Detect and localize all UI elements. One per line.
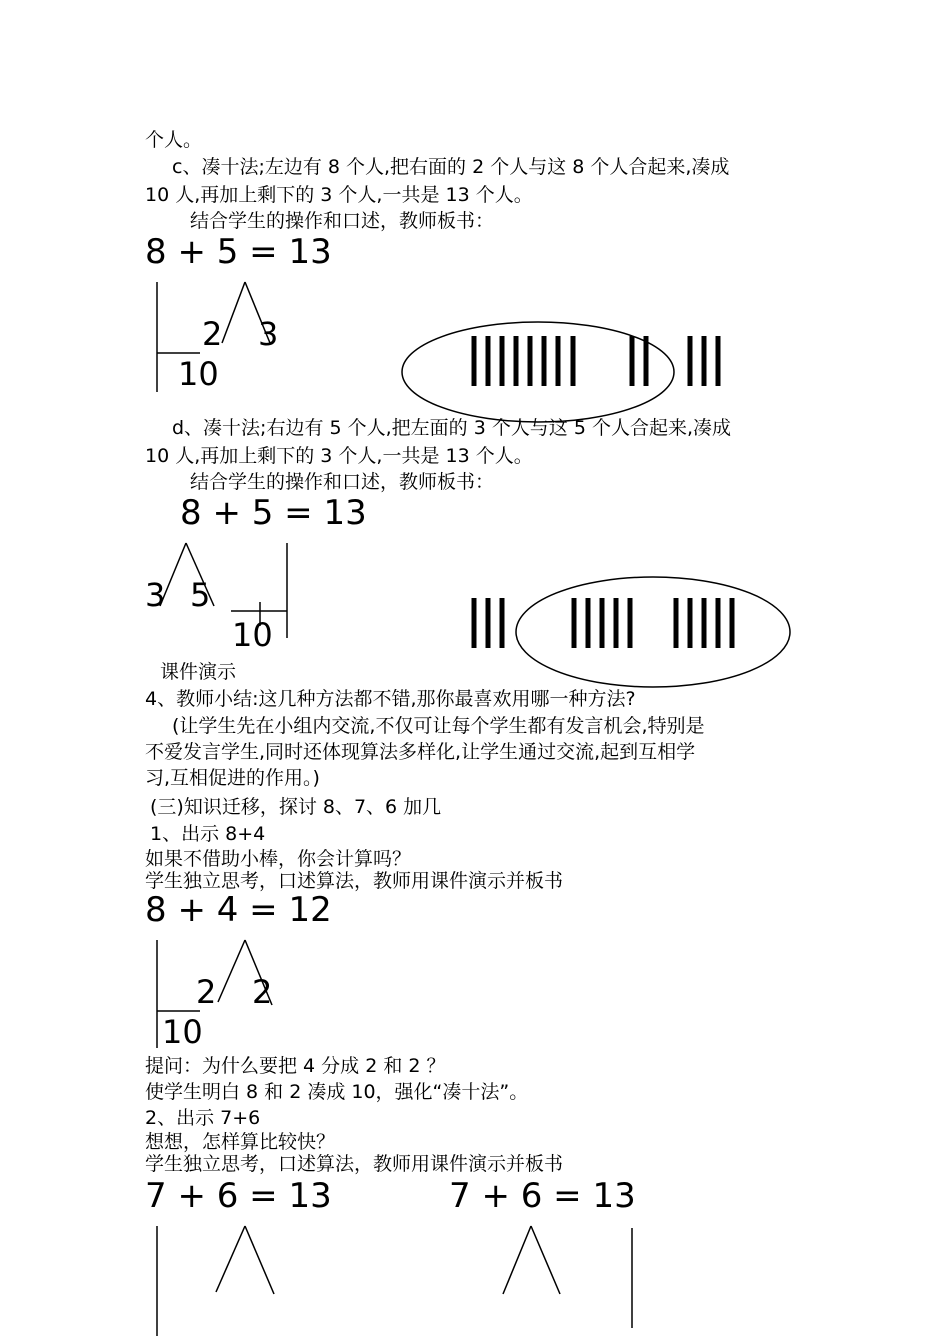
equation: 7 + 6 = 13 bbox=[449, 1176, 636, 1216]
text-line: 个人。 bbox=[145, 129, 203, 151]
text-line: 4、教师小结:这几种方法都不错,那你最喜欢用哪一种方法? bbox=[145, 688, 636, 710]
text-line: 10 人,再加上剩下的 3 个人,一共是 13 个人。 bbox=[145, 445, 533, 467]
text-line: 使学生明白 8 和 2 凑成 10，强化“凑十法”。 bbox=[145, 1081, 529, 1103]
text-line: 课件演示 bbox=[160, 661, 237, 683]
split-line-left bbox=[216, 1226, 245, 1292]
split-line-left bbox=[503, 1226, 531, 1294]
decomposition-number: 3 bbox=[145, 576, 166, 614]
text-line: 提问：为什么要把 4 分成 2 和 2 ？ bbox=[145, 1055, 446, 1077]
decomposition-number: 2 bbox=[252, 973, 273, 1011]
split-line-right bbox=[245, 1226, 274, 1294]
text-line: d、凑十法;右边有 5 个人,把左面的 3 个人与这 5 个人合起来,凑成 bbox=[172, 417, 732, 439]
text-line: 1、出示 8+4 bbox=[150, 823, 266, 845]
decomposition-number: 3 bbox=[258, 315, 279, 353]
split-line-left bbox=[222, 282, 245, 343]
grouping-oval bbox=[516, 577, 790, 687]
equation: 8 + 5 = 13 bbox=[145, 232, 332, 272]
equation: 7 + 6 = 13 bbox=[145, 1176, 332, 1216]
text-line: c、凑十法;左边有 8 个人,把右面的 2 个人与这 8 个人合起来,凑成 bbox=[172, 156, 730, 178]
text-line: 如果不借助小棒，你会计算吗？ bbox=[145, 848, 412, 870]
split-line-left bbox=[218, 940, 245, 1002]
decomposition-number: 2 bbox=[196, 973, 217, 1011]
decomposition-result: 10 bbox=[232, 616, 273, 654]
text-line: 学生独立思考，口述算法，教师用课件演示并板书 bbox=[145, 870, 564, 892]
text-line: (三)知识迁移，探讨 8、7、6 加几 bbox=[150, 796, 442, 818]
decomposition-number: 2 bbox=[202, 315, 223, 353]
text-line: (让学生先在小组内交流,不仅可让每个学生都有发言机会,特别是 bbox=[172, 715, 705, 737]
split-line-right bbox=[531, 1226, 560, 1294]
text-line: 想想，怎样算比较快？ bbox=[145, 1131, 336, 1153]
decomposition-result: 10 bbox=[162, 1013, 203, 1051]
text-line: 2、出示 7+6 bbox=[145, 1107, 261, 1129]
text-line: 结合学生的操作和口述，教师板书： bbox=[190, 210, 495, 232]
text-line: 结合学生的操作和口述，教师板书： bbox=[190, 471, 495, 493]
grouping-oval bbox=[402, 322, 674, 422]
text-line: 10 人,再加上剩下的 3 个人,一共是 13 个人。 bbox=[145, 184, 533, 206]
text-line: 习,互相促进的作用。) bbox=[145, 767, 320, 789]
decomposition-result: 10 bbox=[178, 355, 219, 393]
text-line: 不爱发言学生,同时还体现算法多样化,让学生通过交流,起到互相学 bbox=[145, 741, 696, 763]
decomposition-number: 5 bbox=[190, 576, 211, 614]
text-line: 学生独立思考，口述算法，教师用课件演示并板书 bbox=[145, 1153, 564, 1175]
equation: 8 + 5 = 13 bbox=[180, 493, 367, 533]
equation: 8 + 4 = 12 bbox=[145, 890, 332, 930]
